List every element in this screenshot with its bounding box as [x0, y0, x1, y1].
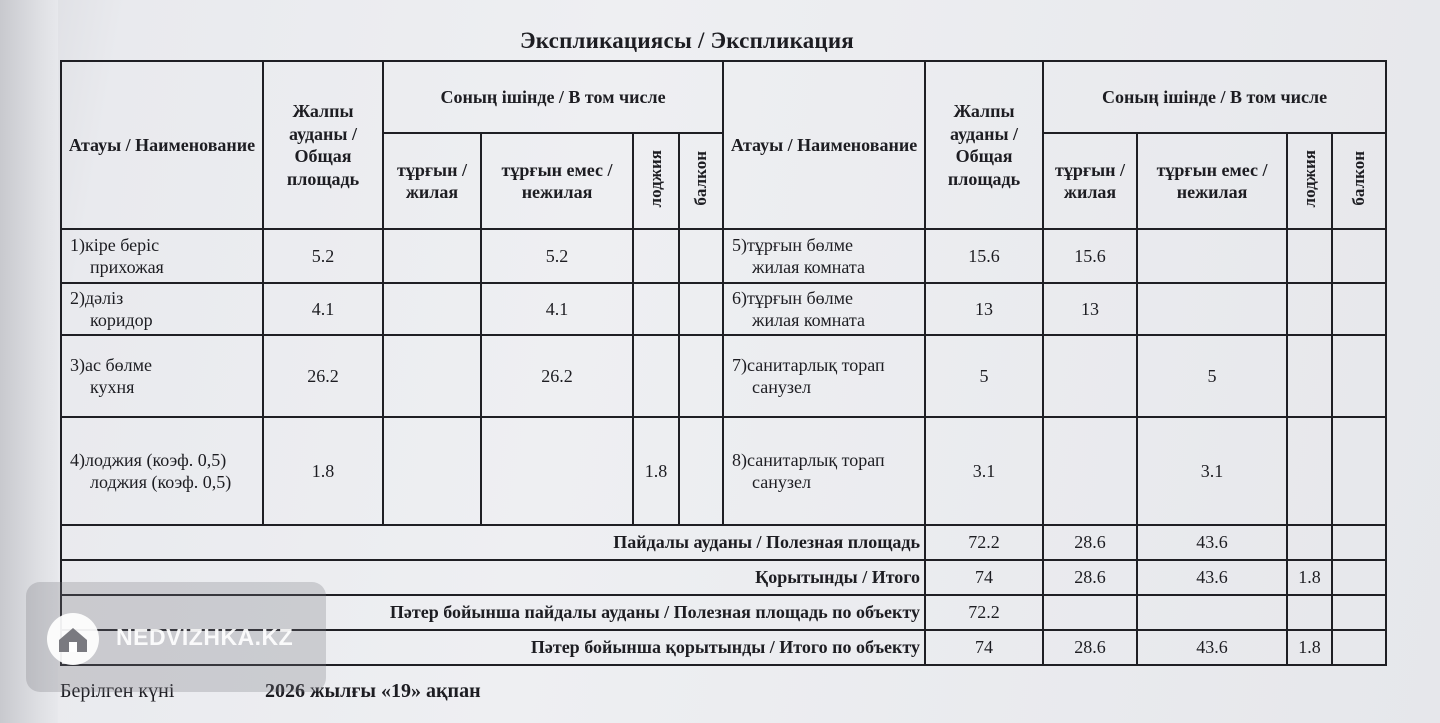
summary-nonliving	[1137, 595, 1287, 630]
room-nonliving	[1137, 283, 1287, 335]
header-including-right: Соның ішінде / В том числе	[1043, 61, 1386, 133]
table-row	[61, 335, 1386, 417]
header-loggia: лоджия	[633, 133, 679, 229]
room-loggia	[633, 283, 679, 335]
summary-row	[61, 525, 1386, 560]
room-balcony	[679, 417, 723, 525]
room-balcony	[679, 283, 723, 335]
room-nonliving	[481, 417, 633, 525]
summary-total: 72.2	[925, 525, 1043, 560]
room-total: 26.2	[263, 335, 383, 417]
watermark-text: NEDVIZHKA.KZ	[116, 624, 294, 650]
summary-loggia: 1.8	[1287, 560, 1332, 595]
summary-total: 74	[925, 560, 1043, 595]
room-loggia	[1287, 283, 1332, 335]
header-living-right: тұрғын / жилая	[1043, 133, 1137, 229]
room-name: 7)санитарлық торап санузел	[723, 335, 925, 417]
room-total: 5.2	[263, 229, 383, 283]
header-living: тұрғын / жилая	[383, 133, 481, 229]
room-living: 13	[1043, 283, 1137, 335]
room-living	[383, 229, 481, 283]
header-including: Соның ішінде / В том числе	[383, 61, 723, 133]
room-loggia: 1.8	[633, 417, 679, 525]
summary-balcony	[1332, 525, 1386, 560]
room-nonliving	[1137, 229, 1287, 283]
room-living	[1043, 417, 1137, 525]
summary-total: 74	[925, 630, 1043, 665]
header-name-right: Атауы / Наименование	[723, 61, 925, 229]
room-total: 5	[925, 335, 1043, 417]
summary-nonliving: 43.6	[1137, 560, 1287, 595]
summary-living: 28.6	[1043, 630, 1137, 665]
room-total: 15.6	[925, 229, 1043, 283]
room-total: 4.1	[263, 283, 383, 335]
room-name: 6)тұрғын бөлме жилая комната	[723, 283, 925, 335]
room-nonliving: 5	[1137, 335, 1287, 417]
header-total-area-right: Жалпы ауданы / Общая площадь	[925, 61, 1043, 229]
header-loggia-right: лоджия	[1287, 133, 1332, 229]
room-living	[383, 417, 481, 525]
header-total-area: Жалпы ауданы / Общая площадь	[263, 61, 383, 229]
header-nonliving: тұрғын емес / нежилая	[481, 133, 633, 229]
room-name: 1)кіре беріс прихожая	[61, 229, 263, 283]
summary-balcony	[1332, 560, 1386, 595]
header-nonliving-right: тұрғын емес / нежилая	[1137, 133, 1287, 229]
room-total: 13	[925, 283, 1043, 335]
summary-living: 28.6	[1043, 525, 1137, 560]
room-loggia	[1287, 335, 1332, 417]
room-name: 4)лоджия (коэф. 0,5) лоджия (коэф. 0,5)	[61, 417, 263, 525]
room-nonliving: 3.1	[1137, 417, 1287, 525]
room-living: 15.6	[1043, 229, 1137, 283]
room-balcony	[1332, 229, 1386, 283]
room-total: 1.8	[263, 417, 383, 525]
room-name: 8)санитарлық торап санузел	[723, 417, 925, 525]
table-row	[61, 229, 1386, 283]
summary-label: Қорытынды / Итого	[61, 560, 925, 595]
page-title: Экспликациясы / Экспликация	[520, 28, 854, 53]
summary-total: 72.2	[925, 595, 1043, 630]
room-loggia	[1287, 417, 1332, 525]
summary-label: Пәтер бойынша қорытынды / Итого по объекту	[61, 630, 925, 665]
room-balcony	[1332, 335, 1386, 417]
summary-balcony	[1332, 630, 1386, 665]
table-row	[61, 417, 1386, 525]
room-living	[383, 335, 481, 417]
room-name: 5)тұрғын бөлме жилая комната	[723, 229, 925, 283]
header-row-1	[61, 61, 1386, 133]
summary-label: Пәтер бойынша пайдалы ауданы / Полезная площадь по объекту	[61, 595, 925, 630]
room-name: 3)ас бөлме кухня	[61, 335, 263, 417]
summary-loggia	[1287, 525, 1332, 560]
summary-loggia	[1287, 595, 1332, 630]
room-nonliving: 4.1	[481, 283, 633, 335]
issue-date-value: 2026 жылғы «19» ақпан	[265, 680, 481, 702]
room-loggia	[633, 335, 679, 417]
room-balcony	[1332, 283, 1386, 335]
room-loggia	[633, 229, 679, 283]
house-icon	[46, 612, 100, 666]
room-name: 2)дәліз коридор	[61, 283, 263, 335]
room-nonliving: 5.2	[481, 229, 633, 283]
room-balcony	[679, 229, 723, 283]
header-balcony: балкон	[679, 133, 723, 229]
issue-date-label: Берілген күні	[60, 680, 175, 702]
room-total: 3.1	[925, 417, 1043, 525]
summary-living	[1043, 595, 1137, 630]
summary-living: 28.6	[1043, 560, 1137, 595]
summary-nonliving: 43.6	[1137, 525, 1287, 560]
room-balcony	[1332, 417, 1386, 525]
room-balcony	[679, 335, 723, 417]
room-living	[383, 283, 481, 335]
summary-loggia: 1.8	[1287, 630, 1332, 665]
summary-balcony	[1332, 595, 1386, 630]
explication-table	[60, 60, 1387, 666]
room-nonliving: 26.2	[481, 335, 633, 417]
header-balcony-right: балкон	[1332, 133, 1386, 229]
room-loggia	[1287, 229, 1332, 283]
header-name: Атауы / Наименование	[61, 61, 263, 229]
room-living	[1043, 335, 1137, 417]
summary-nonliving: 43.6	[1137, 630, 1287, 665]
table-row	[61, 283, 1386, 335]
summary-label: Пайдалы ауданы / Полезная площадь	[61, 525, 925, 560]
